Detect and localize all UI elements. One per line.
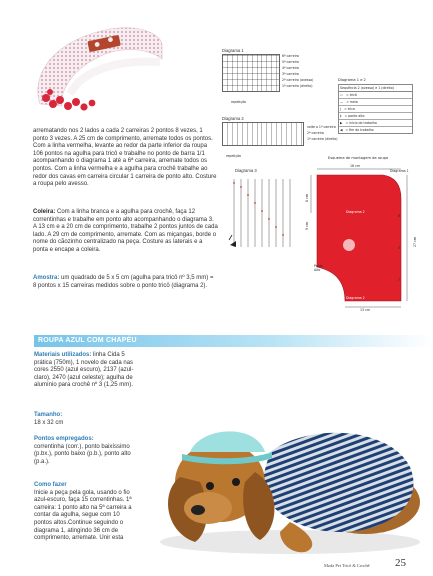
legend-item: — = meia: [339, 99, 412, 106]
section-title: ROUPA AZUL COM CHAPÉU: [38, 337, 137, 344]
schema-seg-7: 7: [398, 278, 401, 282]
diagrama1-row-1: 1ª carreira (direito): [282, 84, 313, 88]
diagrama1-row-3: 3ª carreira: [282, 72, 299, 76]
legend-item: ◀ = fim do trabalho: [340, 128, 374, 132]
schema-width-bottom: 13 cm: [360, 308, 370, 312]
coleira-instructions: Coleira: Com a linha branca e a agulha para crochê, faça 12 correntinhas e trabalhe em ponto alto acompanhando o diagrama 3. A 13 cm e a 20 cm de comprimento, trabalhe 2 pontos juntos de cada lado. A 29 cm de comprimento, arremate. Com as miçangas, borde o nome do cãozinho centralizado na peça. Costure as laterais e a ponta e encape a coleira.: [33, 209, 218, 253]
materiais-heading: Materiais utilizados:: [34, 352, 92, 358]
diagrama2-title: Diagrama 2: [222, 116, 244, 121]
schema-height-left: 8 cm: [304, 194, 309, 202]
tamanho-heading: Tamanho:: [34, 412, 63, 418]
diagrama2-repeat: repetição: [226, 154, 241, 158]
diagrama1-repeat: repetição: [231, 100, 246, 104]
amostra-note: Amostra: um quadrado de 5 x 5 cm (agulha para tricô nº 3,5 mm) = 8 pontos x 15 carreiras medidos sobre o ponto tricô (diagrama 2).: [33, 275, 214, 289]
diagrama1-grid: [222, 54, 280, 92]
como-fazer-heading: Como fazer: [34, 482, 67, 488]
schema-diagrama2-ref-b: Diagrama 2: [346, 296, 365, 300]
schema-height-left-2: 9 cm: [304, 222, 309, 230]
pontos-block: [34, 436, 134, 466]
dog-photo: [140, 382, 433, 560]
diagrama1-rows: [282, 54, 313, 88]
schema-seg-3: 3: [398, 246, 401, 250]
materiais-block: Materiais utilizados: linha Cida 5 prática (750m), 1 novelo de cada nas cores 2550 (azul escuro), 2137 (azul-claro), 2470 (azul celeste); agulha de alumínio para crochê nº 3 (1,25 mm).: [34, 352, 134, 389]
legend-box: [338, 78, 413, 138]
legend-item: | = trico: [339, 106, 412, 113]
pattern-instructions: arrematando nos 2 lados a cada 2 carreiras 2 pontos 8 vezes, 1 ponto 3 vezes. A 25 cm de comprimento, arremate todos os pontos. Com a linha vermelha, levante ao redor da parte inferior da roupa 106 pontos na agulha para tricô e trabalhe no ponto de barra 1/1 acompanhando o diagrama 1 até a 6ª carreira, arremate todos os pontos. Com a linha vermelha e a agulha para crochê trabalhe ao redor dos cavas em carreira circular 1 carreira de ponto alto. Costure a roupa pelo avesso.: [33, 128, 217, 188]
montagem-schema: [305, 163, 413, 313]
diagrama2-grid: [222, 122, 304, 146]
amostra-heading: Amostra:: [33, 275, 60, 281]
diagrama2-rows: [307, 125, 338, 141]
schema-height-right: 27 cm: [412, 237, 417, 247]
schema-ponto-alto: Ponto Alto: [314, 264, 323, 272]
stitch-symbol-icon: ▭: [340, 93, 344, 97]
diagrama1-row-6: 6ª carreira: [282, 54, 299, 58]
diagrama2-row-3: volte a 1ª carreira: [307, 125, 336, 129]
diagrama1-row-5: 5ª carreira: [282, 60, 299, 64]
section-header-bar: [34, 335, 433, 347]
pontos-heading: Pontos empregados:: [34, 436, 94, 442]
legend-item: ▭ = tricô: [339, 92, 412, 99]
schema-diagrama2-ref-a: Diagrama 2: [346, 210, 365, 214]
como-fazer-block: [34, 482, 136, 543]
diagrama2-row-1: 1ª carreira (direito): [307, 137, 338, 141]
legend-subtitle: Sequência 2 (avesso) e 1 (direito): [338, 84, 413, 92]
diagrama1-title: Diagrama 1: [222, 48, 244, 53]
arrow-start-icon: ▶: [340, 121, 343, 125]
tamanho-value: 18 x 32 cm: [34, 419, 64, 426]
como-fazer-text: Inicie a peça pela gola, usando o fio azul-escuro, faça 15 correntinhas. 1ª carreira: 1 ponto alto na 5ª carreira a contar da agulha, segue com 10 pontos altos.Continue seguindo o diagrama 1, atingindo 36 cm de comprimento, arremate. Unir esta: [34, 489, 132, 542]
schema-seg-6: 6: [398, 214, 401, 218]
tamanho-block: [34, 412, 134, 427]
start-arrow-icon: [230, 241, 236, 247]
schema-diagrama1-ref: Diagrama 1: [390, 169, 409, 173]
stitch-symbol-icon: ǂ: [340, 114, 342, 118]
schema-title: Esquema de montagem da roupa: [328, 156, 389, 160]
pontos-text: correntinha (corr.), ponto baixíssimo (p.bx.), ponto baixo (p.b.), ponto alto (p.a.).: [34, 443, 131, 465]
magazine-name: Moda Pet Tricô & Crochê: [324, 563, 370, 568]
legend-item: ▶ = início do trabalho: [339, 120, 412, 127]
arrow-end-icon: ◀: [340, 128, 343, 132]
coleira-heading: Coleira:: [33, 209, 56, 215]
stitch-symbol-icon: |: [340, 107, 342, 111]
legend-item: ǂ = ponto alto: [339, 113, 412, 120]
diagrama3-chart: [228, 175, 308, 250]
diagrama1-row-4: 4ª carreira: [282, 66, 299, 70]
collar-photo: [0, 14, 165, 124]
legend-title: Diagrama 1 e 2: [338, 78, 366, 82]
diagrama1-row-2: 2ª carreira (avesso): [282, 78, 314, 82]
stitch-symbol-icon: —: [340, 100, 344, 104]
diagrama3-title: Diagrama 3: [235, 168, 257, 173]
schema-width-top: 16 cm: [350, 164, 360, 168]
page-number: 25: [395, 557, 406, 569]
diagrama2-row-2: 2ª carreira: [307, 131, 324, 135]
